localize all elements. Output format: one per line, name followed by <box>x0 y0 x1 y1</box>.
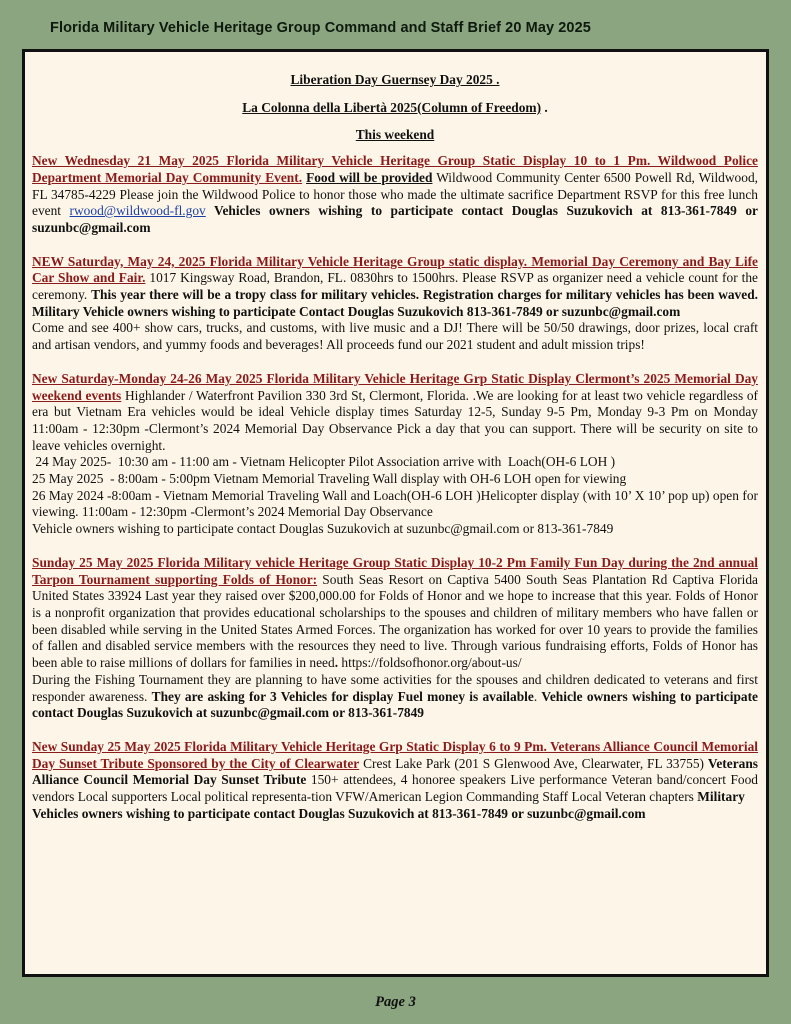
page-number: Page 3 <box>375 994 416 1010</box>
event-wildwood-heading: New Wednesday 21 May 2025 Florida Military Vehicle Heritage Group Static Display 10 to 1 Pm. Wildwood Police Department Memorial Day Community Event. <box>32 153 758 185</box>
event-clearwater-contact: Vehicles owners wishing to participate contact Douglas Suzukovich at 813-361-7849 or suzunbc@gmail.com <box>32 805 646 821</box>
event-captiva-bold-dot: . <box>334 655 339 671</box>
content-body <box>32 72 758 839</box>
event-brandon <box>32 254 758 354</box>
event-clearwater <box>32 739 758 823</box>
event-captiva-heading: Sunday 25 May 2025 Florida Military vehicle Heritage Group Static Display 10-2 Pm Family Fun Day during the 2nd annual Tarpon Tournament supporting Folds of Honor: <box>32 554 758 587</box>
event-clearwater-heading: New Sunday 25 May 2025 Florida Military Vehicle Heritage Grp Static Display 6 to 9 Pm. Veterans Alliance Council Memorial Day Sunset Tribute Sponsored by the City of Clearwater <box>32 738 758 771</box>
title-column-of-freedom-wrap <box>32 100 758 117</box>
event-captiva-details: South Seas Resort on Captiva 5400 South Seas Plantation Rd Captiva Florida United States 33924 Last year they raised over $200,000.00 for Folds of Honor and we hope to increase that this year. Folds of Honor is a nonprofit organization that provides educational scholarships to the spouses and children of military members who have fallen or been disabled while serving in the United States Armed Forces. The organization has worked for over 10 years to provide the families of fallen and disabled service members with the resources they need to live. Through various fundraising efforts, Folds of Honor has been able to raise millions of dollars for families in need <box>32 571 758 671</box>
event-clermont-schedule-2: 25 May 2025 - 8:00am - 5:00pm Vietnam Memorial Traveling Wall display with OH-6 LOH open for viewing <box>32 471 627 487</box>
title-liberation-day: Liberation Day Guernsey Day 2025 . <box>290 72 500 87</box>
event-clearwater-details: 150+ attendees, 4 honoree speakers Live performance Veteran band/concert Food vendors Local supporters Local political representa-tion VFW/American Legion Commanding Staff Local Veteran chapters <box>32 772 758 805</box>
event-clearwater-tribute: Veterans Alliance Council Memorial Day Sunset Tribute <box>32 755 758 788</box>
event-clearwater-military: Military <box>697 789 745 805</box>
event-captiva <box>32 555 758 722</box>
event-clermont-schedule-3: 26 May 2024 -8:00am - Vietnam Memorial Traveling Wall and Loach(OH-6 LOH )Helicopter display (with 10’ X 10’ pop up) open for viewing. 11:00am - 12:30pm -Clermont’s 2024 Memorial Day Observance <box>32 487 758 520</box>
event-brandon-contact: This year there will be a tropy class for military vehicles. Registration charges for military vehicles has been waved. Military Vehicle owners wishing to participate Contact Douglas Suzukovich 813-361-7849 or suzunbc@gmail.com <box>32 287 758 319</box>
event-wildwood-details: Wildwood Community Center 6500 Powell Rd, Wildwood, FL 34785-4229 Please join the Wildwood Police to honor those who made the ultimate sacrifice Department RSVP for this free lunch event <box>32 169 758 219</box>
event-wildwood-email-link[interactable]: rwood@wildwood-fl.gov <box>69 203 206 219</box>
title-this-weekend: This weekend <box>355 127 435 143</box>
event-wildwood-contact: Vehicles owners wishing to participate contact Douglas Suzukovich at 813-361-7849 or suzunbc@gmail.com <box>32 203 758 235</box>
event-clearwater-location: Crest Lake Park (201 S Glenwood Ave, Clearwater, FL 33755) <box>359 755 708 771</box>
event-clermont-schedule-1: 24 May 2025- 10:30 am - 11:00 am - Vietnam Helicopter Pilot Association arrive with Loach(OH-6 LOH ) <box>32 454 616 470</box>
event-brandon-description: Come and see 400+ show cars, trucks, and customs, with live music and a DJ! There will be 50/50 drawings, door prizes, local craft and artisan vendors, and yummy foods and beverages! All proceeds fund our 2021 student and adult mission trips! <box>32 320 758 353</box>
page-header: Florida Military Vehicle Heritage Group Command and Staff Brief 20 May 2025 <box>50 20 591 36</box>
title-column-suffix: . <box>541 99 548 115</box>
event-wildwood <box>32 153 758 237</box>
event-captiva-more <box>32 672 758 722</box>
event-clermont-details: Highlander / Waterfront Pavilion 330 3rd St, Clermont, Florida. .We are looking for at least two vehicle regardless of era but Vietnam Era vehicles would be ideal Vehicle display times Saturday 12-5, Sunday 9-5 Pm, Monday 9-3 Pm on Monday 11:00am - 12:30pm -Clermont’s 2024 Memorial Day Observance Pick a day that you can support. There will be security on site to leave vehicles overnight. <box>32 387 759 453</box>
event-captiva-contact: Vehicle owners wishing to participate contact Douglas Suzukovich at suzunbc@gmail.com or 813-361-7849 <box>32 688 758 721</box>
event-brandon-heading: NEW Saturday, May 24, 2025 Florida Military Vehicle Heritage Group static display. Memorial Day Ceremony and Bay Life Car Show and Fair. <box>32 253 758 286</box>
content-panel <box>22 49 769 977</box>
event-captiva-url: https://foldsofhonor.org/about-us/ <box>338 655 522 671</box>
event-clermont <box>32 371 758 538</box>
event-clermont-contact: Vehicle owners wishing to participate contact Douglas Suzukovich at suzunbc@gmail.com or 813-361-7849 <box>32 521 614 537</box>
event-brandon-details: 1017 Kingsway Road, Brandon, FL. 0830hrs to 1500hrs. Please RSVP as organizer need a vehicle count for the ceremony. <box>32 270 758 303</box>
event-wildwood-food: Food will be provided <box>306 169 433 185</box>
event-captiva-activities: During the Fishing Tournament they are planning to have some activities for the spouses and children dedicated to veterans and first responder awareness. <box>32 671 758 704</box>
title-column-of-freedom: La Colonna della Libertà 2025(Column of Freedom) <box>242 99 542 115</box>
event-clermont-heading: New Saturday-Monday 24-26 May 2025 Florida Military Vehicle Heritage Grp Static Display Clermont’s 2025 Memorial Day weekend events <box>32 370 758 403</box>
event-captiva-period: . <box>533 688 542 704</box>
event-captiva-vehicles-ask: They are asking for 3 Vehicles for display Fuel money is available <box>151 688 534 704</box>
